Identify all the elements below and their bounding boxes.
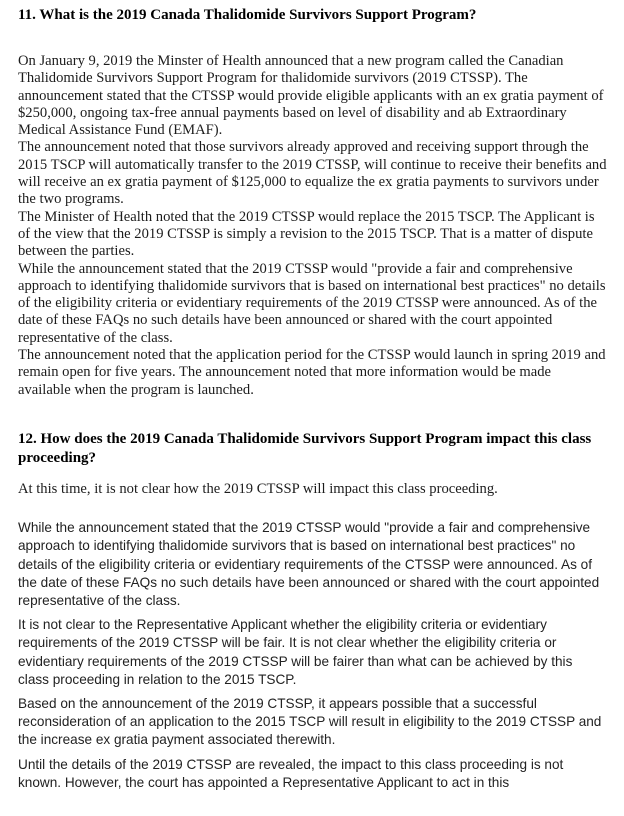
question-11-paragraph-2: The announcement noted that those survivors already approved and receiving support through the 2015 TSCP will automatically transfer to the 2019 CTSSP, will continue to receive their benefits and will receive an ex gratia payment of $125,000 to equalize the ex gratia payments to survivors under the two programs. (18, 139, 607, 208)
question-12-heading: 12. How does the 2019 Canada Thalidomide Survivors Support Program impact this class proceeding? (18, 430, 592, 466)
question-12-paragraph-3: Based on the announcement of the 2019 CTSSP, it appears possible that a successful reconsideration of an application to the 2015 TSCP will result in eligibility to the 2019 CTSSP and the increase ex gratia payment associated therewith. (18, 696, 602, 748)
question-12-paragraph-1: While the announcement stated that the 2019 CTSSP would "provide a fair and comprehensive approach to identifying thalidomide survivors that is based on international best practices" no details of the eligibility criteria or evidentiary requirements of the CTSSP were announced. As of the date of these FAQs no such details have been announced or shared with the court appointed representative of the class. (18, 520, 600, 609)
question-12-intro: At this time, it is not clear how the 2019 CTSSP will impact this class proceeding. (18, 480, 498, 497)
question-12-paragraph-4: Until the details of the 2019 CTSSP are revealed, the impact to this class proceeding is not known. However, the court has appointed a Representative Applicant to act in this (18, 756, 564, 790)
question-11-paragraph-3: The Minister of Health noted that the 2019 CTSSP would replace the 2015 TSCP. The Applicant is of the view that the 2019 CTSSP is simply a revision to the 2015 TSCP. That is a matter of dispute between the parties. (18, 208, 595, 260)
question-11-paragraph-4: While the announcement stated that the 2019 CTSSP would "provide a fair and comprehensive approach to identifying thalidomide survivors that is based on international best practices" no details of the eligibility criteria or evidentiary requirements of the 2019 CTSSP were announced. As of the date of these FAQs no such details have been announced or shared with the court appointed representative of the class. (18, 260, 606, 346)
question-11-paragraph-1: On January 9, 2019 the Minster of Health announced that a new program called the Canadian Thalidomide Survivors Support Program for thalidomide survivors (2019 CTSSP). The announcement stated that the CTSSP would provide eligible applicants with an ex gratia payment of $250,000, ongoing tax-free annual payments based on level of disability and ab Extraordinary Medical Assistance Fund (EMAF). (18, 53, 604, 139)
question-11-paragraph-5: The announcement noted that the application period for the CTSSP would launch in spring 2019 and remain open for five years. The announcement noted that more information would be made available when the program is launched. (18, 347, 606, 398)
question-11-answer (18, 53, 607, 399)
question-12-paragraph-2: It is not clear to the Representative Applicant whether the eligibility criteria or evidentiary requirements of the 2019 CTSSP will be fair. It is not clear whether the eligibility criteria or evidentiary requirements of the 2019 CTSSP will be fairer than what can be achieved by this class proceeding in relation to the 2015 TSCP. (18, 617, 573, 687)
question-12-answer (18, 519, 607, 792)
question-11-heading: 11. What is the 2019 Canada Thalidomide Survivors Support Program? (18, 7, 477, 23)
